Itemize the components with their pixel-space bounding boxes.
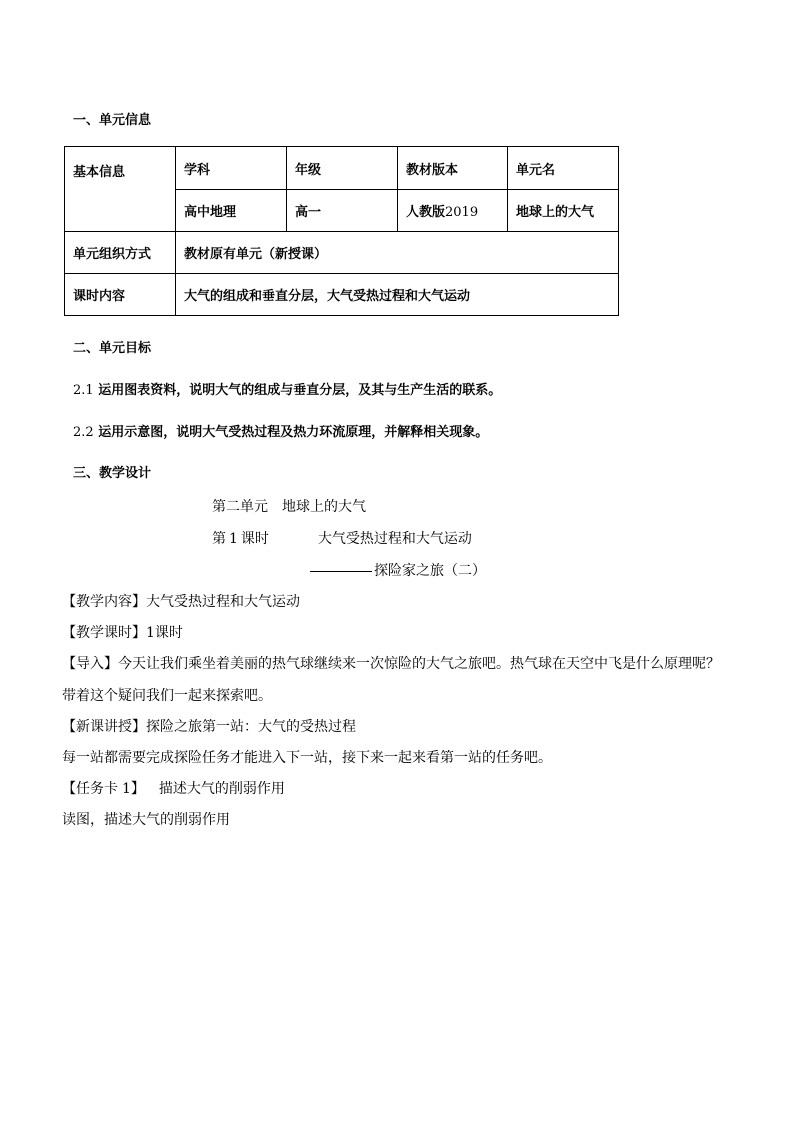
intro-text: 今天让我们乘坐着美丽的热气球继续来一次惊险的大气之旅吧。热气球在天空中飞是什么原理呢？ <box>118 656 720 672</box>
goal-number: 2.2 <box>73 425 94 440</box>
teaching-content-label: 【教学内容】 <box>62 594 146 610</box>
lesson-title: 大气受热过程和大气运动 <box>317 531 472 547</box>
org-value: 教材原有单元（新授课） <box>176 232 619 274</box>
lesson-line <box>212 528 472 548</box>
goal-item <box>73 379 501 398</box>
goal-text: 运用图表资料，说明大气的组成与垂直分层，及其与生产生活的联系。 <box>93 383 502 398</box>
task-card <box>62 778 285 798</box>
new-lesson <box>62 716 356 736</box>
teaching-hours-number: 1 <box>146 625 155 641</box>
goal-text: 运用示意图，说明大气受热过程及热力环流原理，并解释相关现象。 <box>93 425 489 440</box>
value-edition <box>398 190 508 232</box>
new-lesson-text: 探险之旅第一站：大气的受热过程 <box>146 719 356 735</box>
edition-name: 人教版 <box>406 205 446 220</box>
goal-item <box>73 421 488 440</box>
teaching-hours <box>62 622 183 642</box>
header-subject: 学科 <box>176 147 287 190</box>
section-heading-unit-info: 一、单元信息 <box>73 113 152 128</box>
header-grade: 年级 <box>287 147 398 190</box>
lesson-number: 1 <box>229 531 238 547</box>
lesson-suffix: 课时 <box>240 531 269 547</box>
value-unit-name: 地球上的大气 <box>508 190 619 232</box>
basic-info-label: 基本信息 <box>65 147 176 232</box>
dash-line <box>310 571 372 572</box>
task-card-text: 描述大气的削弱作用 <box>158 781 285 797</box>
new-lesson-label: 【新课讲授】 <box>62 719 146 735</box>
edition-year: 2019 <box>445 205 479 220</box>
content-label: 课时内容 <box>65 274 176 316</box>
lesson-prefix: 第 <box>212 531 226 547</box>
header-edition: 教材版本 <box>398 147 508 190</box>
intro-label: 【导入】 <box>62 656 118 672</box>
header-unit-name: 单元名 <box>508 147 619 190</box>
task-card-number: 1 <box>122 781 131 797</box>
station-paragraph: 每一站都需要完成探险任务才能进入下一站，接下来一起来看第一站的任务吧。 <box>62 750 552 766</box>
lesson-subtitle: 探险家之旅（二） <box>374 563 486 579</box>
unit-title: 第二单元 地球上的大气 <box>212 499 366 515</box>
section-heading-teaching-design: 三、教学设计 <box>73 466 152 481</box>
teaching-content-text: 大气受热过程和大气运动 <box>146 594 300 610</box>
section-heading-unit-goals: 二、单元目标 <box>73 341 152 356</box>
content-value: 大气的组成和垂直分层，大气受热过程和大气运动 <box>176 274 619 316</box>
task-card-close: 】 <box>130 781 145 797</box>
teaching-hours-text: 课时 <box>154 625 183 641</box>
intro-paragraph <box>62 653 720 673</box>
intro-text-continued: 带着这个疑问我们一起来探索吧。 <box>62 688 272 704</box>
teaching-content <box>62 591 300 611</box>
value-subject: 高中地理 <box>176 190 287 232</box>
org-label: 单元组织方式 <box>65 232 176 274</box>
unit-info-table <box>64 146 619 316</box>
task-card-label: 【任务卡 <box>62 781 118 797</box>
read-figure-text: 读图，描述大气的削弱作用 <box>62 812 230 828</box>
lesson-subtitle-line <box>310 560 486 580</box>
teaching-hours-label: 【教学课时】 <box>62 625 146 641</box>
value-grade: 高一 <box>287 190 398 232</box>
goal-number: 2.1 <box>73 383 94 398</box>
